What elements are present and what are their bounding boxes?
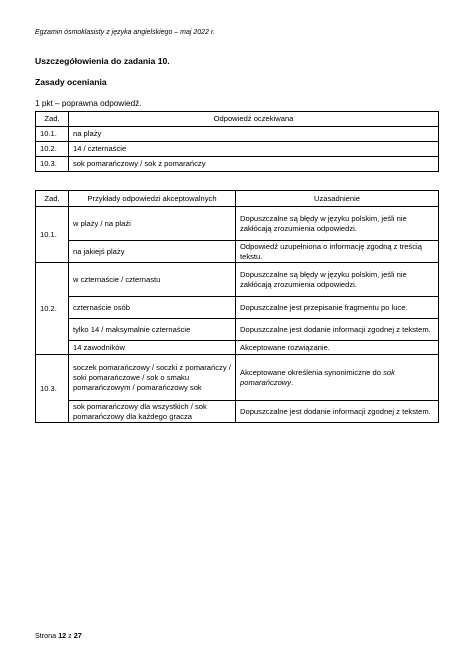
answer-cell: sok pomarańczowy / sok z pomarańczy — [69, 157, 439, 172]
zad-cell: 10.2. — [36, 263, 69, 355]
zad-cell: 10.1. — [36, 127, 69, 142]
page-footer — [35, 631, 82, 640]
column-header-justification: Uzasadnienie — [236, 191, 439, 207]
example-cell: tylko 14 / maksymalnie czternaście — [69, 319, 236, 341]
table-row — [36, 401, 439, 423]
score-rule: 1 pkt – poprawna odpowiedź. — [35, 99, 142, 108]
page-total: 27 — [73, 631, 82, 640]
table-row — [36, 355, 439, 401]
footer-prefix: Strona — [35, 631, 59, 640]
answers-table — [35, 111, 439, 172]
table-row — [36, 297, 439, 319]
section-title: Uszczegółowienia do zadania 10. — [35, 56, 170, 66]
example-cell: soczek pomarańczowy / soczki z pomarańczy / soki pomarańczowe / sok o smaku pomarańczowym / pomarańczowy sok — [69, 355, 236, 401]
justification-cell: Dopuszczalne są błędy w języku polskim, jeśli nie zakłócają zrozumienia odpowiedzi. — [236, 263, 439, 297]
example-cell: w czternaście / czternastu — [69, 263, 236, 297]
table-row — [36, 241, 439, 263]
table-row — [36, 157, 439, 172]
answer-cell: na plaży — [69, 127, 439, 142]
table-header-row — [36, 112, 439, 127]
justification-cell: Akceptowane rozwiązanie. — [236, 341, 439, 355]
column-header-zad: Zad. — [36, 112, 69, 127]
justification-cell: Dopuszczalne jest dodanie informacji zgodnej z tekstem. — [236, 319, 439, 341]
zad-cell: 10.1. — [36, 207, 69, 263]
table-row — [36, 142, 439, 157]
table-row — [36, 341, 439, 355]
justification-suffix: . — [291, 377, 294, 387]
table-row — [36, 263, 439, 297]
table-header-row — [36, 191, 439, 207]
example-cell: w plaży / na plaźi — [69, 207, 236, 241]
justification-cell: Dopuszczalne są błędy w języku polskim, jeśli nie zakłócają zrozumienia odpowiedzi. — [236, 207, 439, 241]
example-cell: czternaście osób — [69, 297, 236, 319]
example-cell: na jakiejś plaży — [69, 241, 236, 263]
table-row — [36, 127, 439, 142]
example-cell: 14 zawodników — [69, 341, 236, 355]
example-cell: sok pomarańczowy dla wszystkich / sok pomarańczowy dla każdego gracza — [69, 401, 236, 423]
subsection-title: Zasady oceniania — [35, 77, 107, 87]
page-header: Egzamin ósmoklasisty z języka angielskiego – maj 2022 r. — [35, 29, 215, 36]
justification-italic-text: sok pomarańczowy — [240, 367, 395, 387]
column-header-zad: Zad. — [36, 191, 69, 207]
examples-table — [35, 190, 439, 423]
justification-cell: Dopuszczalne jest dodanie informacji zgodnej z tekstem. — [236, 401, 439, 423]
answer-cell: 14 / czternaście — [69, 142, 439, 157]
column-header-answer: Odpowiedź oczekiwana — [69, 112, 439, 127]
zad-cell: 10.3. — [36, 157, 69, 172]
table-row — [36, 319, 439, 341]
justification-cell: Odpowiedź uzupełniona o informację zgodną z treścią tekstu. — [236, 241, 439, 263]
page-number: 12 — [58, 631, 67, 640]
footer-separator: z — [66, 631, 74, 640]
column-header-examples: Przykłady odpowiedzi akceptowalnych — [69, 191, 236, 207]
justification-text: Akceptowane określenia synonimiczne do — [240, 367, 384, 377]
zad-cell: 10.3. — [36, 355, 69, 423]
table-row — [36, 207, 439, 241]
justification-cell — [236, 355, 439, 401]
zad-cell: 10.2. — [36, 142, 69, 157]
justification-cell: Dopuszczalne jest przepisanie fragmentu po luce. — [236, 297, 439, 319]
